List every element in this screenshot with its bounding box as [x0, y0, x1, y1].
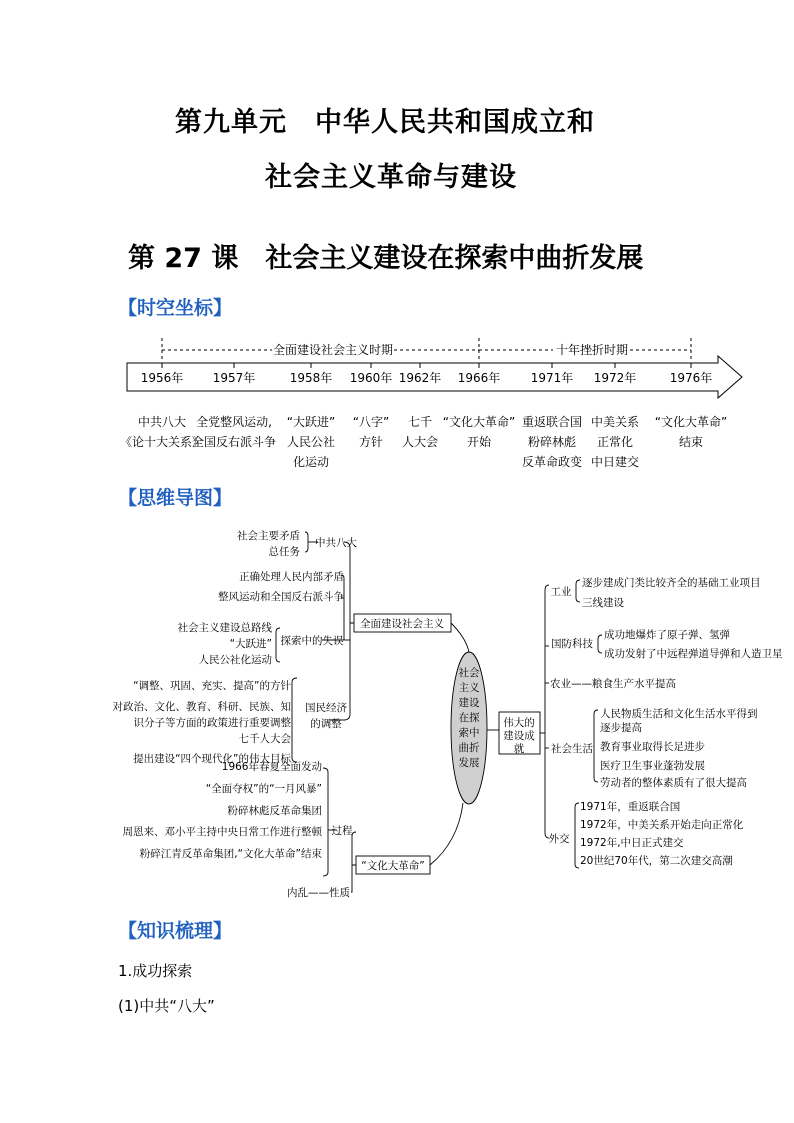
timeline-event: 中共八大 — [137, 415, 187, 429]
timeline-year: 1971年 — [530, 371, 574, 385]
branch-achievements-line: 建设成 — [503, 730, 535, 742]
center-node-line: 曲折 — [458, 742, 480, 754]
mm-item: 1966年春夏全面发动 — [221, 761, 322, 773]
timeline-event: 人大会 — [401, 435, 439, 449]
timeline-event: 重返联合国 — [521, 415, 583, 429]
knowledge-item-1: 1.成功探索 — [118, 962, 193, 980]
timeline-event: “八字” — [352, 415, 390, 429]
period2-label: 十年挫折时期 — [555, 343, 629, 357]
timeline-event: 中日建交 — [590, 455, 640, 469]
branch-cultural-revolution: “文化大革命” — [361, 860, 425, 872]
mm-item: “全面夺权”的“一月风暴” — [205, 783, 322, 795]
knowledge-item-1-sub: (1)中共“八大” — [118, 997, 215, 1015]
node-defense: 国防科技 — [551, 638, 593, 650]
mm-item: 社会主义建设总路线 — [177, 622, 272, 634]
center-node-line: 建设 — [458, 697, 480, 709]
section-timeline: 【时空坐标】 — [118, 297, 233, 319]
timeline-event: 正常化 — [596, 435, 634, 449]
mind-map — [0, 520, 794, 915]
timeline-year: 1958年 — [289, 371, 333, 385]
mm-item: 三线建设 — [582, 597, 624, 609]
lesson-title: 第 27 课 社会主义建设在探索中曲折发展 — [128, 243, 644, 274]
timeline-year: 1972年 — [593, 371, 637, 385]
node-nature: 内乱——性质 — [287, 887, 350, 899]
mm-item: 正确处理人民内部矛盾 — [239, 571, 344, 583]
mm-item: “调整、巩固、充实、提高”的方针 — [133, 680, 291, 692]
mm-item: 粉碎林彪反革命集团 — [227, 805, 322, 817]
mm-item: 国民经济 — [305, 702, 347, 714]
node-social-life: 社会生活 — [551, 743, 593, 755]
timeline — [0, 330, 794, 480]
mm-item: “大跃进” — [229, 638, 272, 650]
mm-item: 劳动者的整体素质有了很大提高 — [600, 777, 747, 789]
unit-title-line1: 第九单元 中华人民共和国成立和 — [175, 107, 595, 138]
branch-achievements-line: 伟大的 — [503, 717, 535, 729]
node-exploration-mistakes: 探索中的失误 — [280, 635, 344, 647]
timeline-event: 粉碎林彪 — [527, 435, 577, 449]
center-node-line: 社会 — [458, 667, 480, 679]
timeline-event: “大跃进” — [286, 415, 336, 429]
mm-item: 社会主要矛盾 — [237, 530, 300, 542]
timeline-event: “文化大革命” — [442, 415, 516, 429]
center-node-line: 在探 — [458, 712, 480, 724]
mm-item: 1972年，中美关系开始走向正常化 — [580, 819, 744, 831]
branch-socialism: 全面建设社会主义 — [360, 618, 444, 630]
timeline-event: 人民公社 — [286, 435, 336, 449]
branch-achievements-line: 就 — [513, 743, 525, 755]
node-industry: 工业 — [550, 586, 572, 598]
period1-label: 全面建设社会主义时期 — [272, 343, 394, 357]
mm-item: 识分子等方面的政策进行重要调整 — [133, 717, 291, 729]
center-node-line: 索中 — [458, 727, 480, 739]
node-agriculture: 农业——粮食生产水平提高 — [550, 678, 676, 690]
timeline-event: 全国反右派斗争 — [191, 435, 277, 449]
mm-item: 逐步建成门类比较齐全的基础工业项目 — [582, 577, 761, 589]
mm-item: 对政治、文化、教育、科研、民族、知 — [112, 701, 291, 713]
timeline-year: 1956年 — [140, 371, 184, 385]
timeline-event: 七千 — [407, 415, 433, 429]
timeline-year: 1966年 — [457, 371, 501, 385]
mm-item: 七千人大会 — [238, 733, 291, 745]
mm-item: 人民物质生活和文化生活水平得到 — [600, 708, 758, 720]
mm-item: 粉碎江青反革命集团,“文化大革命”结束 — [139, 848, 322, 860]
timeline-event: 方针 — [358, 435, 384, 449]
mm-item: 人民公社化运动 — [198, 654, 272, 666]
mm-item: 成功地爆炸了原子弹、氢弹 — [604, 629, 730, 641]
mm-item: 20世纪70年代，第二次建交高潮 — [580, 855, 733, 867]
timeline-event: 全党整风运动, — [196, 415, 272, 429]
node-diplomacy: 外交 — [548, 833, 570, 845]
timeline-event: 中美关系 — [590, 415, 640, 429]
mm-item: 的调整 — [310, 718, 342, 730]
center-node-text — [459, 666, 480, 769]
timeline-event: 化运动 — [292, 455, 330, 469]
section-knowledge: 【知识梳理】 — [118, 920, 233, 942]
mm-item: 逐步提高 — [600, 722, 642, 734]
node-economic-adjustment — [305, 701, 347, 730]
unit-title-line2: 社会主义革命与建设 — [265, 162, 517, 193]
center-node-line: 主义 — [458, 682, 480, 694]
timeline-event: 结束 — [678, 435, 704, 449]
timeline-year: 1957年 — [212, 371, 256, 385]
mm-item: 成功发射了中远程弹道导弹和人造卫星 — [604, 648, 783, 660]
mm-item: 总任务 — [268, 546, 300, 558]
mm-item: 提出建设“四个现代化”的伟大目标 — [133, 753, 291, 765]
timeline-year: 1976年 — [669, 371, 713, 385]
timeline-year: 1962年 — [398, 371, 442, 385]
mm-item: 1971年，重返联合国 — [580, 801, 681, 813]
timeline-event: 反革命政变 — [521, 455, 583, 469]
timeline-event: “文化大革命” — [654, 415, 728, 429]
mm-item: 整风运动和全国反右派斗争 — [218, 591, 344, 603]
center-node-line: 发展 — [458, 757, 480, 769]
node-process: 过程 — [331, 825, 353, 837]
mm-item: 教育事业取得长足进步 — [600, 741, 705, 753]
mm-item: 周恩来、邓小平主持中央日常工作进行整顿 — [122, 826, 322, 838]
timeline-event: 开始 — [466, 435, 492, 449]
mm-item: 1972年,中日正式建交 — [580, 837, 684, 849]
section-mindmap: 【思维导图】 — [118, 487, 233, 509]
timeline-year: 1960年 — [349, 371, 393, 385]
node-8th-congress: 中共八大 — [315, 537, 357, 549]
timeline-event: 《论十大关系》 — [119, 435, 205, 449]
mm-item: 医疗卫生事业蓬勃发展 — [600, 760, 705, 772]
